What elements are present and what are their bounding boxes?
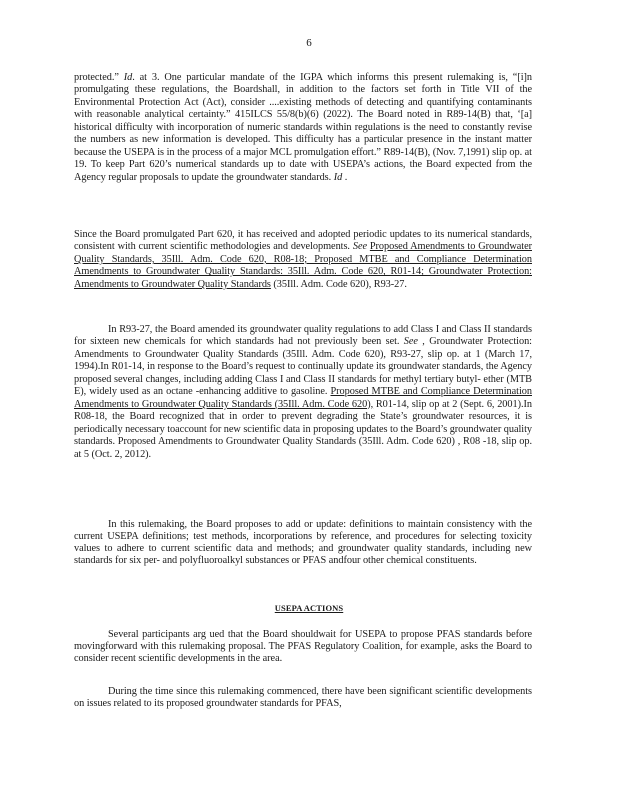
paragraph-text: (35Ill. Adm. Code 620), R93-27. [270, 278, 407, 290]
paragraph-text: , Groundwater Protection: Amendments to Groundwater Quality Standards (35Ill. Adm. Code 620), R93-27, slip op. at 1 (March 17, 1994).In R01-14, in response to the Board’s request to continually update its groundwater standards, the Agency proposed several changes, including adding Class I and Class II standards for methyl tertiary butyl- ether (MTB E), widely used as an octane -enhancing additive to gasoline. [74, 336, 532, 398]
paragraph-text: Since the Board promulgated Part 620, it has received and adopted periodic updates to its numerical standards, consistent with current scientific methodologies and developments. [74, 229, 532, 253]
paragraph-text: R01-14, slip op at 2 (Sept. 6, 2001).In R08-18, the Board recognized that in order to prevent degrading the State’s groundwater resources, it is periodically necessary toaccount for new scientific data in proposing updates to the Board’s groundwater quality standards. Proposed Amendments to Groundwater Quality Standards (35Ill. Adm. Code 620) , R08 -18, slip op. at 5 (Oct. 2, 2012). [74, 398, 532, 460]
paragraph-periodic-updates [74, 229, 532, 291]
paragraph-prior-rulemakings [74, 324, 532, 461]
see-signal: See [403, 336, 418, 348]
see-signal: See [352, 241, 367, 253]
cited-rulemakings: Proposed Amendments to Groundwater Quality Standards, 35Ill. Adm. Code 620, R08-18; Proposed MTBE and Compliance Determination Amendments to Groundwater Quality Standards: 35Ill. Adm. Code 620, R01-14; Groundwater Protection: Amendments to Groundwater Quality Standards [74, 241, 532, 290]
cited-rulemaking-mtbe: Proposed MTBE and Compliance Determination Amendments to Groundwater Quality Standards (35Ill. Adm. Code 620), [74, 386, 532, 410]
paragraph-igpa-mandate [74, 72, 532, 184]
id-citation: Id [333, 171, 343, 183]
page-number: 6 [306, 37, 312, 49]
id-citation: Id [123, 72, 133, 83]
paragraph-text: . at 3. One particular mandate of the IGPA which informs this present rulemaking is, “[i]n promulgating these regulations, the Boardshall, in addition to the factors set forth in Title VII of the Environmental Protection Act (Act), consider ....existing methods of detecting and quantifying contaminants with reasonable analytical certainty.” 415ILCS 55/8(b)(6) (2022). The Board noted in R89-14(B) that, ‘[a] historical difficulty with incorporation of numeric standards within regulations is the need to constantly revise the numbers as new information is developed. This difficulty has a particular presence in the instant matter because the USEPA is in the process of a major MCL promulgation effort.” R89-14(B), (Nov. 7,1991) slip op. at 19. To keep Part 620’s numerical standards up to date with USEPA’s actions, the Board expected from the Agency regular proposals to update the groundwater standards. [74, 72, 532, 183]
paragraph-text: protected.” [74, 72, 124, 83]
paragraph-text: In R93-27, the Board amended its groundwater quality regulations to add Class I and Class II standards for sixteen new chemicals for which standards had not previously been set. [74, 324, 532, 348]
paragraph-this-rulemaking: In this rulemaking, the Board proposes to add or update: definitions to maintain consistency with the current USEPA definitions; test methods, incorporations by reference, and procedures for selecting toxicity values to adhere to current scientific data and methods; and groundwater quality standards, including new standards for six per- and polyfluoroalkyl substances or PFAS andfour other chemical constituents. [74, 519, 532, 567]
paragraph-participants-argue: Several participants arg ued that the Board shouldwait for USEPA to propose PFAS standards before movingforward with this rulemaking proposal. The PFAS Regulatory Coalition, for example, asks the Board to consider recent scientific developments in the area. [74, 629, 532, 665]
section-heading: USEPA ACTIONS [274, 603, 344, 613]
paragraph-text: . [342, 171, 348, 183]
paragraph-scientific-developments: During the time since this rulemaking commenced, there have been significant scientific developments on issues related to its proposed groundwater standards for PFAS, [74, 686, 532, 710]
